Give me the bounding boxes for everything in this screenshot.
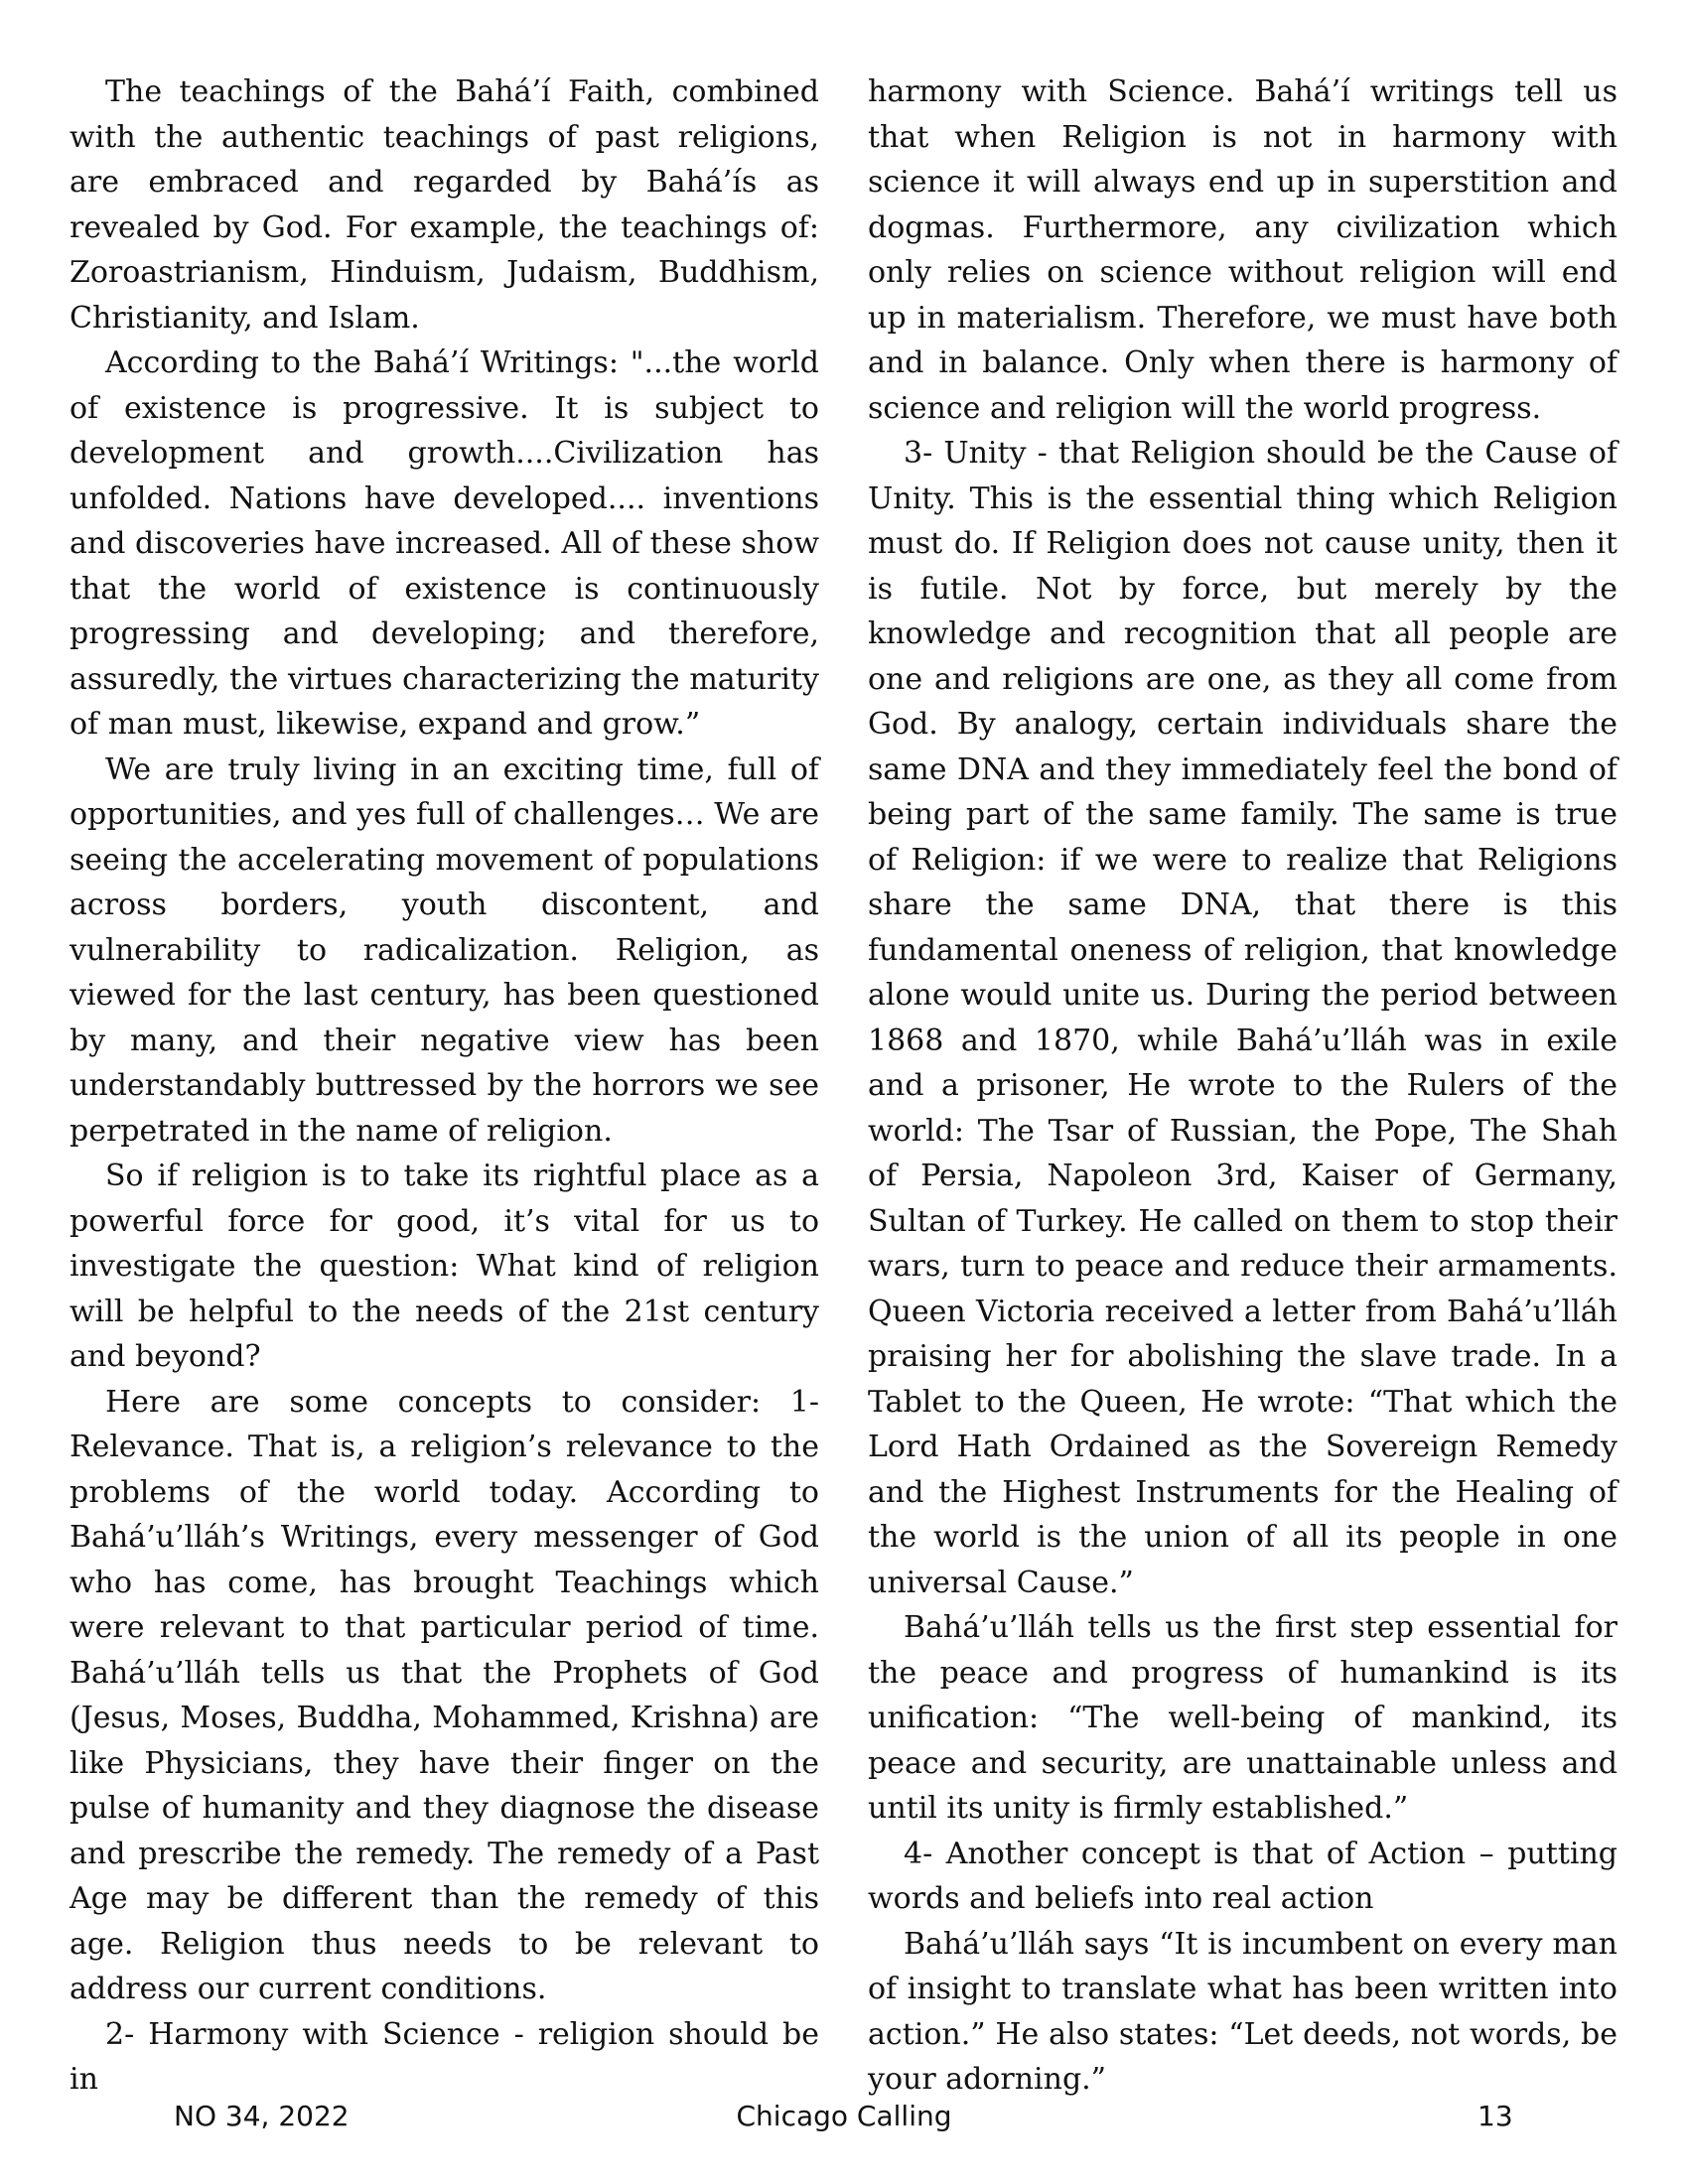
paragraph: 4- Another concept is that of Action – putting words and beliefs into real action [868,1836,1618,1916]
footer-publication: Chicago Calling [736,2100,952,2132]
paragraph: So if religion is to take its rightful place as a powerful force for good, it’s vital for us to investigate the question: What kind of religion will be helpful to the needs of the 21st century and beyond? [70,1159,819,1374]
paragraph: 2- Harmony with Science - religion should be in [70,2016,819,2097]
left-column [70,69,819,2103]
paragraph: The teachings of the Bahá’í Faith, combined with the authentic teachings of past religions, are embraced and regarded by Bahá’ís as revealed by God. For example, the teachings of: Zoroastrianism, Hinduism, Judaism, Buddhism, Christianity, and Islam. [70,74,819,336]
right-column [868,69,1618,2103]
paragraph: Bahá’u’lláh tells us the first step essential for the peace and progress of humankind is its unification: “The well-being of mankind, its peace and security, are unattainable unless and until its unity is firmly established.” [868,1610,1618,1826]
paragraph: harmony with Science. Bahá’í writings tell us that when Religion is not in harmony with science it will always end up in superstition and dogmas. Furthermore, any civilization which only relies on science without religion will end up in materialism. Therefore, we must have both and in balance. Only when there is harmony of science and religion will the world progress. [868,74,1618,426]
paragraph: Here are some concepts to consider: 1- Relevance. That is, a religion’s relevance to the problems of the world today. According to Bahá’u’lláh’s Writings, every messenger of God who has come, has brought Teachings which were relevant to that particular period of time. Bahá’u’lláh tells us that the Prophets of God (Jesus, Moses, Buddha, Mohammed, Krishna) are like Physicians, they have their finger on the pulse of humanity and they diagnose the disease and prescribe the remedy. The remedy of a Past Age may be different than the remedy of this age. Religion thus needs to be relevant to address our current conditions. [70,1384,819,2006]
paragraph: We are truly living in an exciting time, full of opportunities, and yes full of challenges… We are seeing the accelerating movement of populations across borders, youth discontent, and vulnerability to radicalization. Religion, as viewed for the last century, has been questioned by many, and their negative view has been understandably buttressed by the horrors we see perpetrated in the name of religion. [70,751,819,1149]
paragraph: According to the Bahá’í Writings: "...the world of existence is progressive. It is subject to development and growth....Civilization has unfolded. Nations have developed.... inventions and discoveries have increased. All of these show that the world of existence is continuously progressing and developing; and therefore, assuredly, the virtues characterizing the maturity of man must, likewise, expand and grow.” [70,345,819,742]
page-footer [0,2100,1688,2139]
paragraph: 3- Unity - that Religion should be the Cause of Unity. This is the essential thing which Religion must do. If Religion does not cause unity, then it is futile. Not by force, but merely by the knowledge and recognition that all people are one and religions are one, as they all come from God. By analogy, certain individuals share the same DNA and they immediately feel the bond of being part of the same family. The same is true of Religion: if we were to realize that Religions share the same DNA, that there is this fundamental oneness of religion, that knowledge alone would unite us. During the period between 1868 and 1870, while Bahá’u’lláh was in exile and a prisoner, He wrote to the Rulers of the world: The Tsar of Russian, the Pope, The Shah of Persia, Napoleon 3rd, Kaiser of Germany, Sultan of Turkey. He called on them to stop their wars, turn to peace and reduce their armaments. Queen Victoria received a letter from Bahá’u’lláh praising her for abolishing the slave trade. In a Tablet to the Queen, He wrote: “That which the Lord Hath Ordained as the Sovereign Remedy and the Highest Instruments for the Healing of the world is the union of all its people in one universal Cause.” [868,436,1618,1600]
footer-page-number: 13 [1477,2100,1513,2132]
footer-issue: NO 34, 2022 [174,2100,350,2132]
paragraph: Bahá’u’lláh says “It is incumbent on every man of insight to translate what has been written into action.” He also states: “Let deeds, not words, be your adorning.” [868,1926,1618,2097]
